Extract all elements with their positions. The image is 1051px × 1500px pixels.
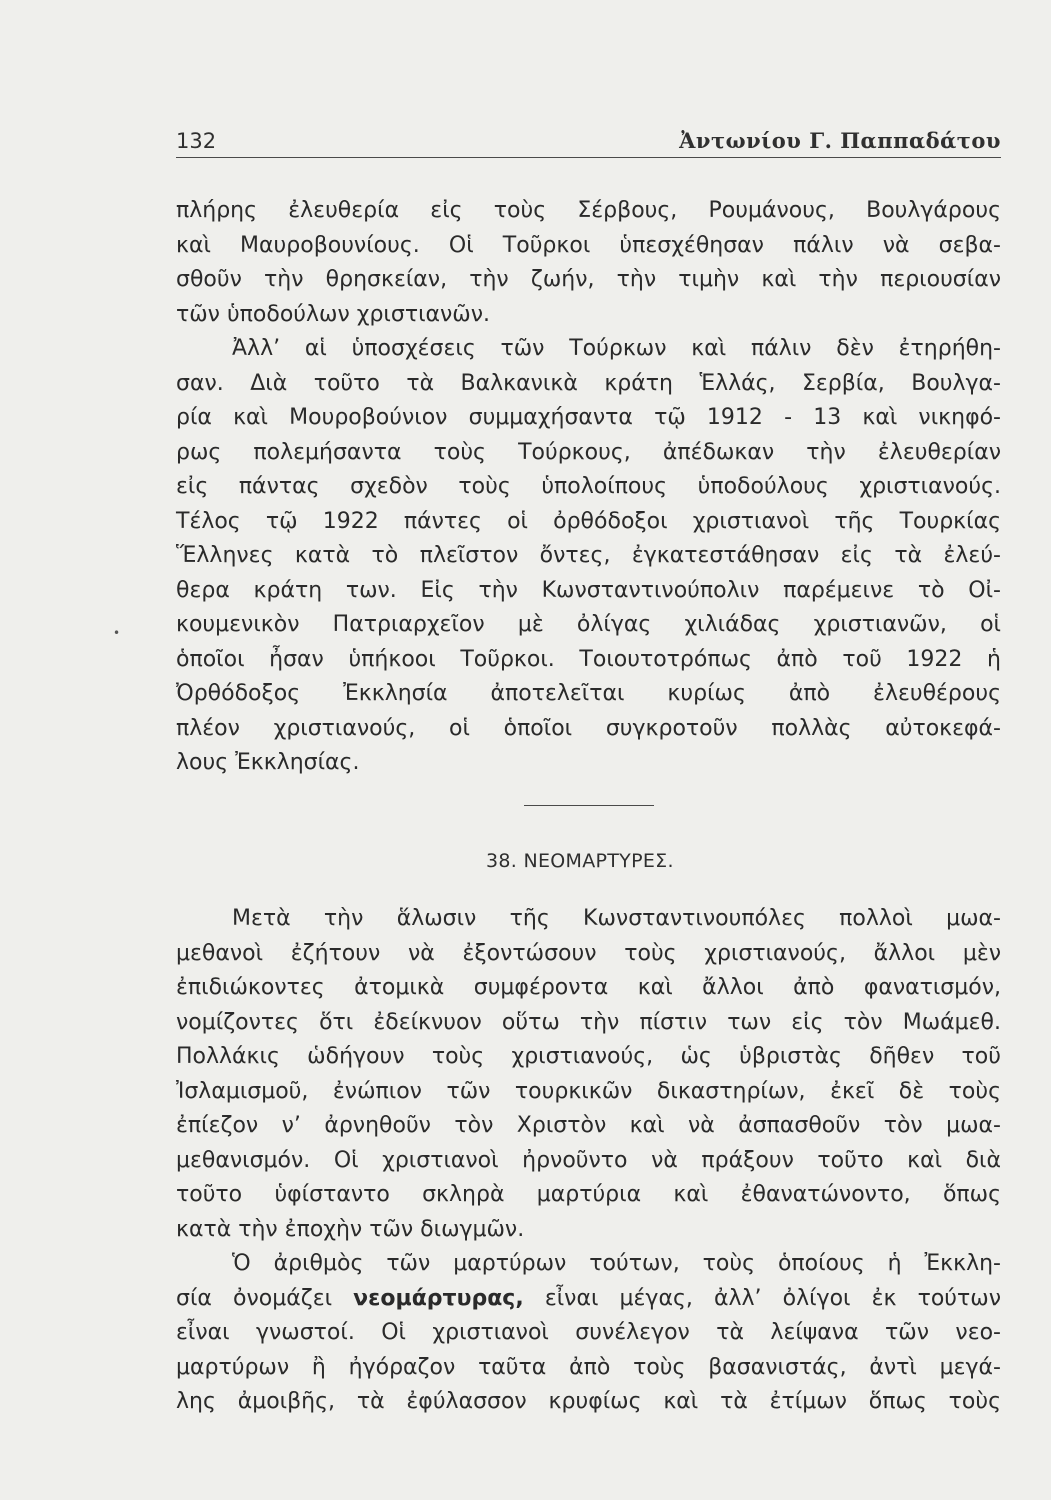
paragraph-2-line: Ὀρθόδοξος Ἐκκλησία ἀποτελεῖται κυρίως ἀπὸ ἐλευθέρους <box>176 681 1001 706</box>
paragraph-2-line: εἰς πάντας σχεδὸν τοὺς ὑπολοίπους ὑποδούλους χριστιανούς. <box>176 474 1001 499</box>
text-block-upper <box>176 194 1001 781</box>
paragraph-3-line: τοῦτο ὑφίσταντο σκληρὰ μαρτύρια καὶ ἐθανατώνοντο, ὅπως <box>176 1182 1001 1207</box>
paragraph-2-line: ρία καὶ Μουροβούνιον συμμαχήσαντα τῷ 1912 - 13 καὶ νικηφό- <box>176 405 1001 430</box>
paragraph-3-line: κατὰ τὴν ἐποχὴν τῶν διωγμῶν. <box>176 1216 525 1242</box>
paragraph-2-line: Ἀλλ’ αἱ ὑποσχέσεις τῶν Τούρκων καὶ πάλιν δὲν ἐτηρήθη- <box>232 336 1001 361</box>
paragraph-3-line: Ἰσλαμισμοῦ, ἐνώπιον τῶν τουρκικῶν δικαστηρίων, ἐκεῖ δὲ τοὺς <box>176 1078 1001 1104</box>
paragraph-2-line: θερα κράτη των. Εἰς τὴν Κωνσταντινούπολιν παρέμεινε τὸ Οἰ- <box>176 577 1001 603</box>
stray-mark: • <box>113 626 121 640</box>
paragraph-4-line <box>176 1282 1001 1317</box>
page-number: 132 <box>176 129 217 153</box>
page-header <box>176 128 1001 153</box>
paragraph-2-line: ὁποῖοι ἦσαν ὑπήκοοι Τοῦρκοι. Τοιουτοτρόπως ἀπὸ τοῦ 1922 ἡ <box>176 646 1001 672</box>
paragraph-4-line: εἶναι γνωστοί. Οἱ χριστιανοὶ συνέλεγον τὰ λείψανα τῶν νεο- <box>176 1320 1001 1345</box>
emphasized-term: νεομάρτυρας, <box>353 1285 524 1311</box>
paragraph-3-line: μεθανισμόν. Οἱ χριστιανοὶ ἠρνοῦντο νὰ πράξουν τοῦτο καὶ διὰ <box>176 1147 1001 1173</box>
paragraph-4-text: σία ὀνομάζει <box>176 1285 354 1311</box>
paragraph-4-line: λης ἀμοιβῆς, τὰ ἐφύλασσον κρυφίως καὶ τὰ ἐτίμων ὅπως τοὺς <box>176 1389 1001 1414</box>
paragraph-1-line: τῶν ὑποδούλων χριστιανῶν. <box>176 301 491 327</box>
paragraph-2-line: λους Ἐκκλησίας. <box>176 750 360 775</box>
paragraph-4-text: εἶναι μέγας, ἀλλ’ ὀλίγοι ἐκ τούτων <box>523 1285 1001 1311</box>
section-heading: 38. ΝΕΟΜΑΡΤΥΡΕΣ. <box>486 850 674 872</box>
paragraph-1-line: πλήρης ἐλευθερία εἰς τοὺς Σέρβους, Ρουμάνους, Βουλγάρους <box>176 198 1001 223</box>
paragraph-3-line: ἐπίεζον ν’ ἀρνηθοῦν τὸν Χριστὸν καὶ νὰ ἀσπασθοῦν τὸν μωα- <box>176 1113 1001 1138</box>
paragraph-2-line: Τέλος τῷ 1922 πάντες οἱ ὀρθόδοξοι χριστιανοὶ τῆς Τουρκίας <box>176 508 1001 534</box>
paragraph-2-line: Ἕλληνες κατὰ τὸ πλεῖστον ὄντες, ἐγκατεστάθησαν εἰς τὰ ἐλεύ- <box>176 543 1001 568</box>
section-separator <box>524 805 654 806</box>
paragraph-3-line: μεθανοὶ ἐζήτουν νὰ ἐξοντώσουν τοὺς χριστιανούς, ἄλλοι μὲν <box>176 940 1001 966</box>
paragraph-3-line: νομίζοντες ὅτι ἐδείκνυον οὕτω τὴν πίστιν των εἰς τὸν Μωάμεθ. <box>176 1009 1001 1035</box>
text-block-lower <box>176 902 1001 1420</box>
paragraph-2-line: ρως πολεμήσαντα τοὺς Τούρκους, ἀπέδωκαν τὴν ἐλευθερίαν <box>176 439 1001 465</box>
paragraph-1-line: καὶ Μαυροβουνίους. Οἱ Τοῦρκοι ὑπεσχέθησαν πάλιν νὰ σεβα- <box>176 232 1001 258</box>
paragraph-4-line: μαρτύρων ἢ ἠγόραζον ταῦτα ἀπὸ τοὺς βασανιστάς, ἀντὶ μεγά- <box>176 1354 1001 1380</box>
running-title: Ἀντωνίου Γ. Παππαδάτου <box>679 128 1001 153</box>
paragraph-3-line: Μετὰ τὴν ἅλωσιν τῆς Κωνσταντινουπόλες πολλοὶ μωα- <box>232 906 1001 931</box>
paragraph-2-line: πλέον χριστιανούς, οἱ ὁποῖοι συγκροτοῦν πολλὰς αὐτοκεφά- <box>176 715 1001 741</box>
paragraph-2-line: σαν. Διὰ τοῦτο τὰ Βαλκανικὰ κράτη Ἑλλάς, Σερβία, Βουλγα- <box>176 370 1001 396</box>
paragraph-3-line: Πολλάκις ὡδήγουν τοὺς χριστιανούς, ὡς ὑβριστὰς δῆθεν τοῦ <box>176 1044 1001 1069</box>
paragraph-3-line: ἐπιδιώκοντες ἀτομικὰ συμφέροντα καὶ ἄλλοι ἀπὸ φανατισμόν, <box>176 975 1001 1000</box>
paragraph-2-line: κουμενικὸν Πατριαρχεῖον μὲ ὀλίγας χιλιάδας χριστιανῶν, οἱ <box>176 612 1001 637</box>
paragraph-4-line: Ὁ ἀριθμὸς τῶν μαρτύρων τούτων, τοὺς ὁποίους ἡ Ἐκκλη- <box>232 1251 1001 1276</box>
header-rule <box>176 157 1001 158</box>
paragraph-1-line: σθοῦν τὴν θρησκείαν, τὴν ζωήν, τὴν τιμὴν καὶ τὴν περιουσίαν <box>176 267 1001 292</box>
